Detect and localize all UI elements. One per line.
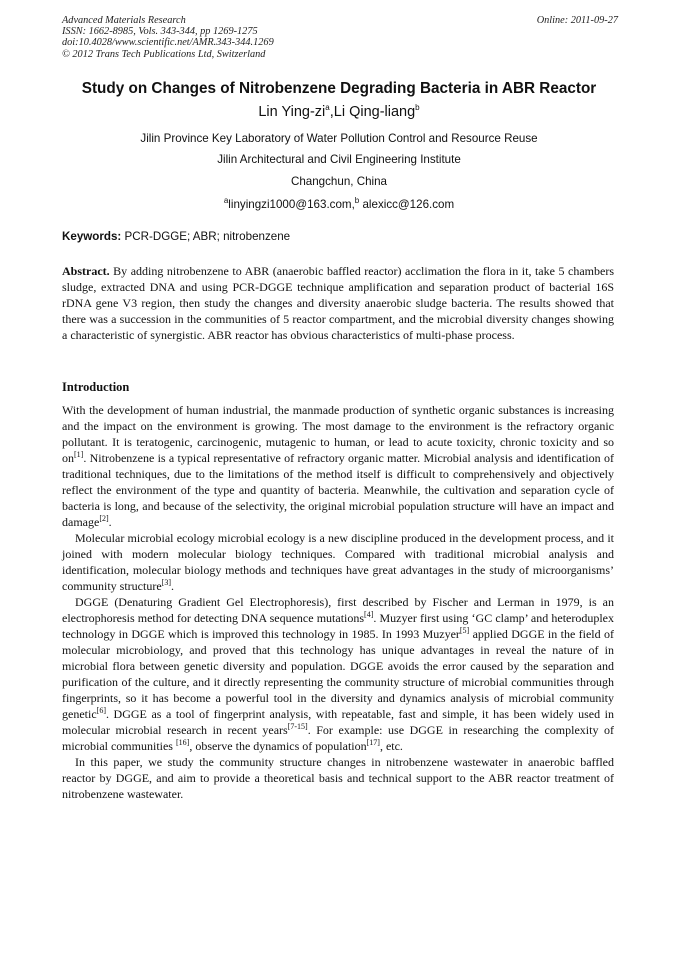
- intro-paragraph-3: [62, 594, 614, 754]
- introduction-heading: Introduction: [62, 380, 130, 394]
- keywords-label: Keywords:: [62, 230, 122, 243]
- keywords: [62, 230, 290, 243]
- introduction-body: [62, 402, 614, 802]
- intro-p3-text-d: . DGGE as a tool of fingerprint analysis, with repeatable, fast and simple, it has been widely used in molecular microbial research in recent years: [62, 707, 614, 737]
- email-a[interactable]: linyingzi1000@163.com,: [228, 197, 355, 211]
- email-a-mark: a: [223, 196, 229, 205]
- intro-p1-text-b: . Nitrobenzene is a typical representative of refractory organic matter. Microbial analysis and identification of traditional techniques, due to the limitations of the method itself is difficult to comprehensively and objectively reflect the environment of the type and quantity of bacteria. Meanwhile, the cultivation and separation cycle of bacteria is long, and because of the selectivity, the original microbial population structure will have an impact and damage: [62, 451, 614, 529]
- intro-p3-text-c: applied DGGE in the field of molecular microbiology, and proved that this technology has unique advantages in reveal the nature of in microbial flora between genetic diversity and population. DGGE avoids the error caused by the separation and purification of the culture, and it directly representing the community structure of microbial communities through fingerprints, so it has become a powerful tool in the diversity and dynamics analysis of microbial community genetic: [62, 627, 614, 721]
- citation[interactable]: [3]: [161, 578, 171, 587]
- intro-p3-text-e: . For example: use DGGE in researching the complexity of microbial communities: [62, 723, 614, 753]
- journal-meta: [62, 15, 618, 60]
- email-b-mark: b: [354, 196, 360, 205]
- author-line: [0, 103, 678, 120]
- citation[interactable]: [16]: [175, 738, 190, 747]
- citation[interactable]: [7-15]: [287, 722, 308, 731]
- email-b[interactable]: alexicc@126.com: [359, 197, 455, 211]
- intro-p2-text-a: Molecular microbial ecology microbial ecology is a new discipline produced in the development process, and it joined with modern molecular biology techniques. Compared with traditional microbial analysis and identification, molecular biology methods and techniques have great advantages in the study of microorganisms’ community structure: [62, 531, 614, 593]
- copyright-line: © 2012 Trans Tech Publications Ltd, Switzerland: [62, 48, 266, 60]
- citation[interactable]: [5]: [459, 626, 470, 635]
- affiliation-lab: Jilin Province Key Laboratory of Water Pollution Control and Resource Reuse: [140, 132, 538, 145]
- affiliation-institute: Jilin Architectural and Civil Engineering Institute: [217, 153, 461, 166]
- doi-line: doi:10.4028/www.scientific.net/AMR.343-344.1269: [62, 37, 274, 49]
- intro-p3-text-g: , etc.: [379, 739, 403, 753]
- intro-p3-text-b: . Muzyer first using ‘GC clamp’ and heteroduplex technology in DGGE which is improved this technology in 1985. In 1993 Muzyer: [62, 611, 615, 641]
- citation[interactable]: [6]: [96, 706, 106, 715]
- author-1: Lin Ying-zi: [258, 103, 326, 120]
- intro-p3-text-f: , observe the dynamics of population: [189, 739, 367, 753]
- online-date: Online: 2011-09-27: [536, 15, 618, 26]
- keywords-text: PCR-DGGE; ABR; nitrobenzene: [121, 230, 291, 243]
- journal-name: Advanced Materials Research: [62, 15, 186, 26]
- abstract-label: Abstract.: [62, 264, 110, 278]
- citation[interactable]: [1]: [74, 450, 84, 459]
- intro-p1-text-c: .: [108, 515, 112, 529]
- author-2: Li Qing-liang: [333, 103, 416, 120]
- author-2-mark: b: [415, 103, 420, 112]
- intro-paragraph-1: [62, 402, 614, 530]
- intro-p1-text-a: With the development of human industrial, the manmade production of synthetic organic substances is increasing and the impact on the environment is growing. The most damage to the environment is the refractory organic pollutant. It is teratogenic, carcinogenic, mutagenic to human, or lead to acute toxicity, chronic toxicity and so on: [62, 403, 614, 465]
- abstract-paragraph: [62, 263, 614, 343]
- issn-line: ISSN: 1662-8985, Vols. 343-344, pp 1269-1275: [62, 26, 258, 38]
- citation[interactable]: [4]: [364, 610, 374, 619]
- affiliation-city: Changchun, China: [290, 175, 388, 188]
- email-line: [0, 196, 678, 211]
- abstract-text: By adding nitrobenzene to ABR (anaerobic baffled reactor) acclimation the flora in it, take 5 chambers sludge, extracted DNA and using PCR-DGGE technique amplification and separation product of bacterial 16S rDNA gene V3 region, then study the changes and diversity anaerobic sludge bacteria. The results showed that there was a succession in the communities of 5 reactor compartment, and the microbial diversity changes showing a characteristic of synergistic. ABR reactor has obvious characteristics of multi-phase process.: [62, 264, 614, 342]
- intro-p3-text-a: DGGE (Denaturing Gradient Gel Electrophoresis), first described by Fischer and Lerman in 1979, is an electrophoresis method for detecting DNA sequence mutations: [62, 595, 614, 625]
- intro-paragraph-2: [62, 530, 614, 594]
- abstract: [62, 263, 614, 343]
- author-separator: ,: [329, 103, 334, 120]
- citation[interactable]: [2]: [99, 514, 109, 523]
- author-1-mark: a: [325, 103, 330, 112]
- intro-paragraph-4: In this paper, we study the community structure changes in nitrobenzene wastewater in anaerobic baffled reactor by DGGE, and aim to provide a theoretical basis and technical support to the ABR reactor treatment of nitrobenzene wastewater.: [62, 755, 614, 801]
- citation[interactable]: [17]: [366, 738, 380, 747]
- paper-title: Study on Changes of Nitrobenzene Degrading Bacteria in ABR Reactor: [81, 80, 597, 97]
- intro-p2-text-b: .: [170, 579, 174, 593]
